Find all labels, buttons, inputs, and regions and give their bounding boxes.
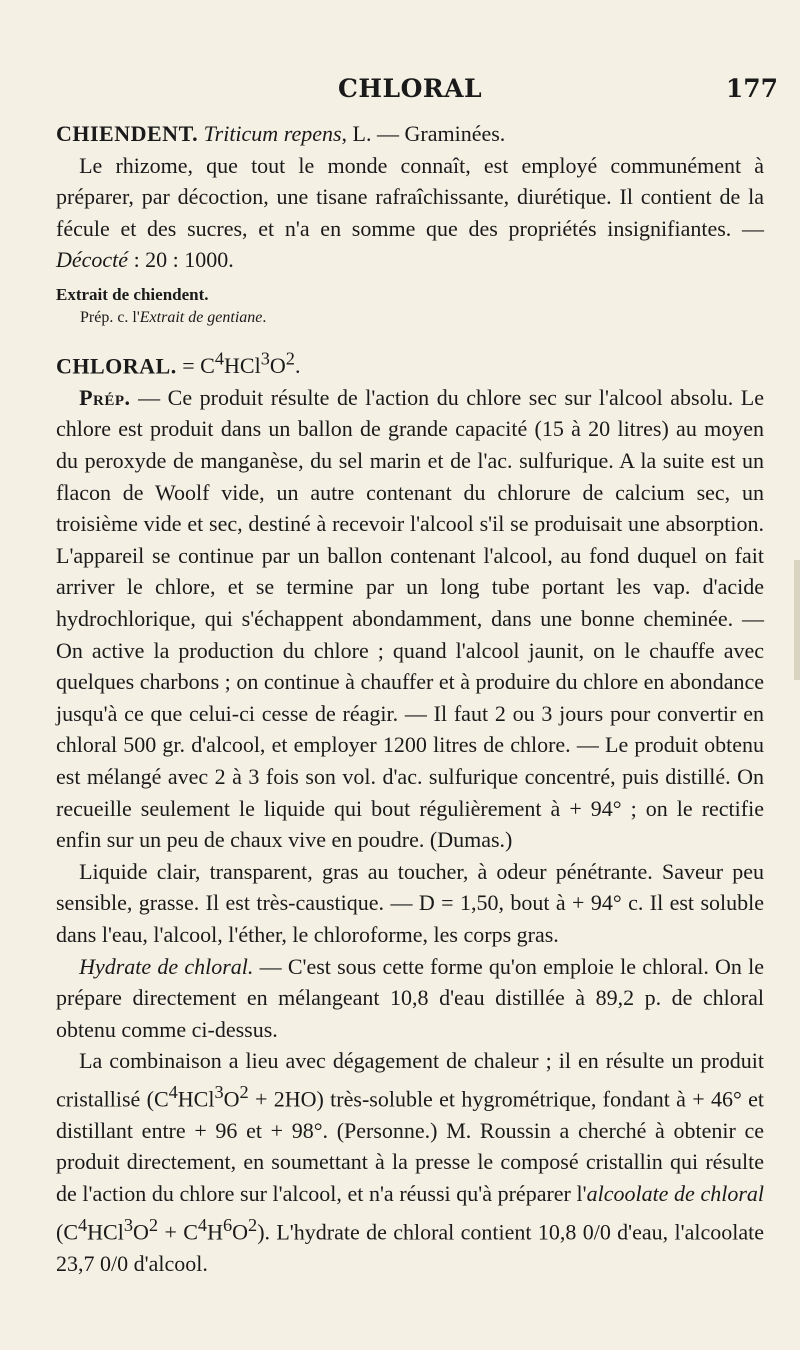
hydrate-title: Hydrate de chloral.: [79, 953, 254, 979]
prep-text: — Ce produit résulte de l'action du chlore sec sur l'alcool absolu. Le chlore est produit dans un ballon de grande capacité (15 à 20 litres) au moyen du peroxyde de manganèse, du sel marin et de l'ac. sulfurique. A la suite est un flacon de Woolf vide, un autre contenant du chlorure de calcium sec, un troisième vide et sec, destiné à recevoir l'alcool s'il se produisait une absorption. L'appareil se continue par un ballon contenant l'alcool, au fond duquel on fait arriver le chlore, et se termine par un long tube portant les vap. d'acide hydrochlorique, qui s'échappent abondamment, dans une bonne cheminée. — On active la production du chlore ; quand l'alcool jaunit, on le chauffe avec quelques charbons ; on continue à chauffer et à produire du chlore en abondance jusqu'à ce que celui-ci cesse de réagir. — Il faut 2 ou 3 jours pour convertir en chloral 500 gr. d'alcool, et employer 1200 litres de chlore. — Le produit obtenu est mélangé avec 2 à 3 fois son vol. d'ac. sulfurique concentré, puis distillé. On recueille seulement le liquide qui bout régulièrement à + 94° ; on le rectifie enfin sur un peu de chaux vive en poudre. (Dumas.): [56, 384, 764, 853]
running-title: CHLORAL: [338, 74, 483, 103]
page-header: [0, 74, 800, 114]
extrait-prep: [56, 306, 764, 330]
extrait-prep-end: .: [262, 308, 267, 326]
entry-head-chiendent: CHIENDENT.: [56, 121, 199, 146]
extrait-heading: Extrait de chiendent.: [56, 284, 209, 304]
chloral-formula: = $C^4HCl^3O^2$.: [176, 348, 301, 379]
preparation-paragraph: [56, 382, 764, 856]
decocte-ratio: : 20 : 1000.: [128, 247, 234, 273]
latin-name: Triticum repens: [203, 121, 342, 146]
page-body: [56, 118, 764, 1279]
hydrate-paragraph: [56, 951, 764, 1046]
extrait-prep-ref: Extrait de gentiane: [139, 308, 263, 326]
chiendent-description: [56, 150, 764, 276]
extrait-prep-lead: Prép. c. l': [80, 308, 140, 326]
alcoolate-term: alcoolate de chloral: [586, 1181, 764, 1207]
chiendent-entry-heading: [56, 118, 764, 150]
hydrate-text: — C'est sous cette forme qu'on emploie le chloral. On le prépare directement en mélangeant 10,8 d'eau distillée à 89,2 p. de chloral obtenu comme ci-dessus.: [56, 953, 764, 1042]
combinaison-paragraph: La combinaison a lieu avec dégagement de chaleur ; il en résulte un produit cristallisé $(C^4HCl^3O^2 + 2HO)$ très-soluble et hygrométrique, fondant à + 46° et distillant entre + 96 et + 98°. (Personne.) M. Roussin a cherché à obtenir ce produit directement, en soumettant à la presse le composé cristallin qui résulte de l'action du chlore sur l'alcool, et n'a réussi qu'à préparer l'alcoolate de chloral $(C^4HCl^3O^2 + C^4H^6O^2)$. L'hydrate de chloral contient 10,8 0/0 d'eau, l'alcoolate 23,7 0/0 d'alcool.: [56, 1048, 764, 1276]
chiendent-text: Le rhizome, que tout le monde connaît, est employé communément à préparer, par décoction, une tisane rafraîchissante, diurétique. Il contient de la fécule et des sucres, et n'a en somme que des propriétés insignifiantes. —: [56, 152, 764, 241]
decocte-label: Décocté: [56, 247, 129, 273]
chloral-heading: [56, 344, 764, 382]
prep-label: Prép.: [79, 384, 131, 410]
entry-head-chloral: CHLORAL.: [56, 353, 177, 379]
family-note: , L. — Graminées.: [341, 121, 506, 146]
page-edge-mark: [794, 560, 800, 680]
page-number: 177: [725, 74, 778, 103]
properties-paragraph: Liquide clair, transparent, gras au toucher, à odeur pénétrante. Saveur peu sensible, grasse. Il est très-caustique. — D = 1,50, bout à + 94° c. Il est soluble dans l'eau, l'alcool, l'éther, le chloroforme, les corps gras.: [56, 858, 764, 947]
